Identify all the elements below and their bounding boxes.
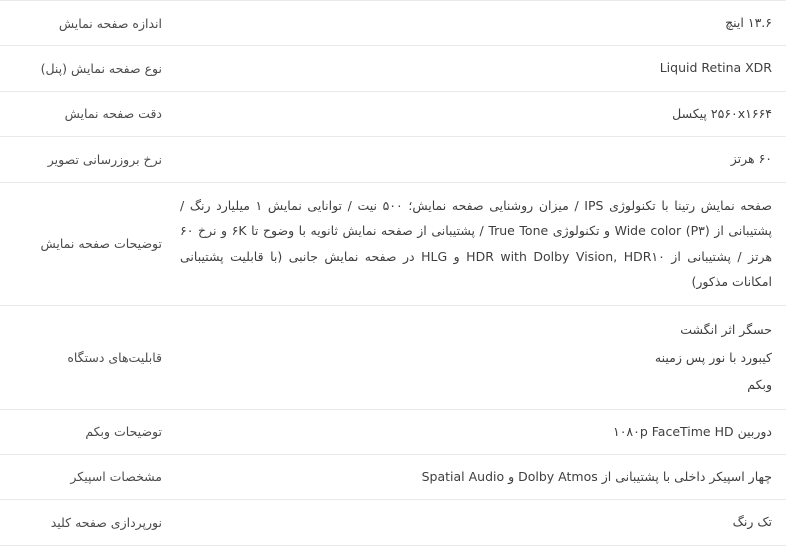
spec-label-display-size: اندازه صفحه نمایش <box>58 15 162 31</box>
spec-value-line: وبکم <box>747 377 772 392</box>
table-row <box>0 1 786 46</box>
spec-value-line: حسگر اثر انگشت <box>680 322 772 337</box>
spec-label-display-description: توضیحات صفحه نمایش <box>40 236 162 252</box>
table-row <box>0 182 786 306</box>
spec-label-resolution: دقت صفحه نمایش <box>64 106 162 122</box>
spec-label-keyboard-backlight: نورپردازی صفحه کلید <box>50 514 162 530</box>
spec-value-line: ۲۵۶۰x۱۶۶۴ پیکسل <box>672 105 772 121</box>
spec-value-display-description <box>174 182 786 306</box>
spec-label-panel-type: نوع صفحه نمایش (پنل) <box>40 60 162 76</box>
table-row <box>0 500 786 545</box>
spec-value-line: ۱۳.۶ اینچ <box>725 15 772 30</box>
table-row <box>0 46 786 91</box>
spec-value-keyboard-backlight <box>174 500 786 545</box>
table-row <box>0 409 786 454</box>
spec-label-device-capabilities: قابلیت‌های دستگاه <box>67 349 162 365</box>
table-row <box>0 306 786 410</box>
spec-value-panel-type <box>174 46 786 91</box>
spec-value-line: ۶۰ هرتز <box>730 151 772 167</box>
spec-value-line: صفحه نمایش رتینا با تکنولوژی IPS / میزان روشنایی صفحه نمایش؛ ۵۰۰ نیت / توانایی نمایش ۱ میلیارد رنگ / پشتیبانی از Wide color (P۳) و تکنولوژی True Tone / پشتیبانی از صفحه نمایش ثانویه با وضوح تا ۶K و نرخ ۶۰ هرتز / پشتیبانی از HDR with Dolby Vision, HDR۱۰ و HLG در صفحه نمایش جانبی (با قابلیت پشتیبانی امکانات مذکور) <box>180 197 773 290</box>
spec-value-line: کیبورد با نور پس زمینه <box>654 349 772 365</box>
spec-value-line: تک رنگ <box>732 514 772 530</box>
table-row <box>0 91 786 136</box>
spec-value-device-capabilities <box>174 306 786 410</box>
spec-label-speaker: مشخصات اسپیکر <box>70 469 162 485</box>
spec-value-line: دوربین ۱۰۸۰p FaceTime HD <box>612 423 772 439</box>
spec-value-display-size <box>174 1 786 46</box>
spec-value-resolution <box>174 91 786 136</box>
spec-label-refresh-rate: نرخ بروزرسانی تصویر <box>47 151 162 167</box>
spec-value-speaker <box>174 454 786 499</box>
table-row <box>0 137 786 182</box>
table-row <box>0 454 786 499</box>
spec-value-line: چهار اسپیکر داخلی با پشتیبانی از Dolby Atmos و Spatial Audio <box>421 468 772 484</box>
specifications-table-body <box>0 1 786 546</box>
spec-value-webcam-description <box>174 409 786 454</box>
spec-value-line: Liquid Retina XDR <box>659 60 772 76</box>
spec-label-webcam-description: توضیحات وبکم <box>85 424 162 440</box>
spec-value-refresh-rate <box>174 137 786 182</box>
